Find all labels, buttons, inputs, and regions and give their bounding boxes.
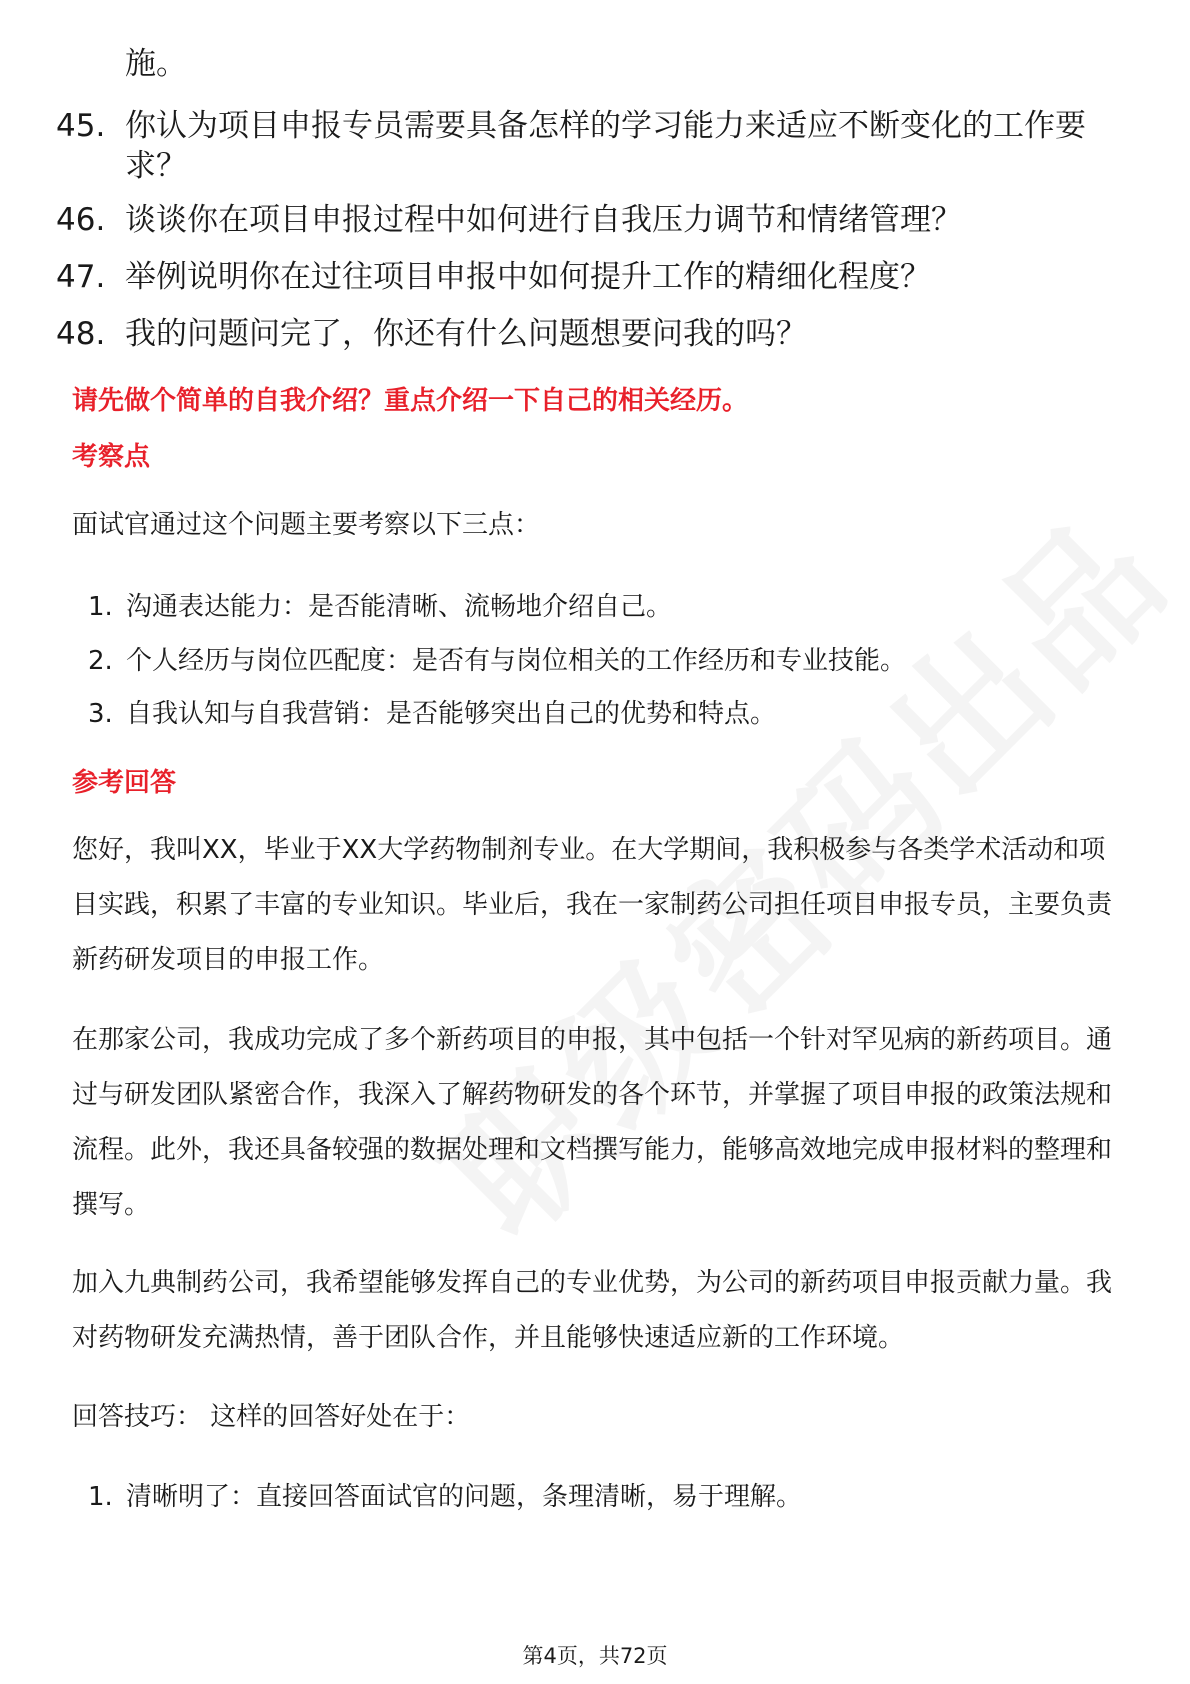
answer-paragraph: 在那家公司，我成功完成了多个新药项目的申报，其中包括一个针对罕见病的新药项目。通过与研发团队紧密合作，我深入了解药物研发的各个环节，并掌握了项目申报的政策法规和流程。此外，我还具备较强的数据处理和文档撰写能力，能够高效地完成申报材料的整理和撰写。 [72,1025,1113,1220]
question-number: 48. [56,316,106,352]
question-number: 47. [56,259,106,295]
question-text: 我的问题问完了，你还有什么问题想要问我的吗？ [125,316,807,352]
examine-point [88,644,906,678]
section-title: 请先做个简单的自我介绍？重点介绍一下自己的相关经历。 [72,386,749,416]
question-number: 45. [56,108,106,144]
list-number: 1. [88,1482,113,1512]
question-text: 谈谈你在项目申报过程中如何进行自我压力调节和情绪管理？ [125,202,962,238]
list-text: 自我认知与自我营销：是否能够突出自己的优势和特点。 [126,699,777,729]
examine-point [88,697,776,731]
list-text: 清晰明了：直接回答面试官的问题，条理清晰，易于理解。 [126,1482,803,1512]
tips-point [88,1480,802,1514]
question-item [56,257,1136,297]
tips-intro: 回答技巧： 这样的回答好处在于： [72,1402,471,1432]
question-number: 46. [56,202,106,238]
question-item [56,200,1136,240]
answer-paragraph: 您好，我叫XX，毕业于XX大学药物制剂专业。在大学期间，我积极参与各类学术活动和项目实践，积累了丰富的专业知识。毕业后，我在一家制药公司担任项目申报专员，主要负责新药研发项目的申报工作。 [72,835,1113,975]
question-item [56,106,1136,186]
question-item [56,314,1136,354]
examine-heading: 考察点 [72,442,151,472]
list-number: 1. [88,592,113,622]
question-text: 你认为项目申报专员需要具备怎样的学习能力来适应不断变化的工作要求？ [125,108,1086,184]
examine-intro: 面试官通过这个问题主要考察以下三点： [72,510,541,540]
answer-heading: 参考回答 [72,768,177,798]
question-continuation: 施。 [125,46,187,82]
page-footer: 第4页，共72页 [522,1644,668,1668]
answer-paragraph: 加入九典制药公司，我希望能够发挥自己的专业优势，为公司的新药项目申报贡献力量。我对药物研发充满热情，善于团队合作，并且能够快速适应新的工作环境。 [72,1268,1113,1353]
list-text: 个人经历与岗位匹配度：是否有与岗位相关的工作经历和专业技能。 [126,646,907,676]
list-text: 沟通表达能力：是否能清晰、流畅地介绍自己。 [126,592,673,622]
question-text: 举例说明你在过往项目申报中如何提升工作的精细化程度？ [125,259,931,295]
list-number: 2. [88,646,113,676]
examine-point [88,590,672,624]
list-number: 3. [88,699,113,729]
